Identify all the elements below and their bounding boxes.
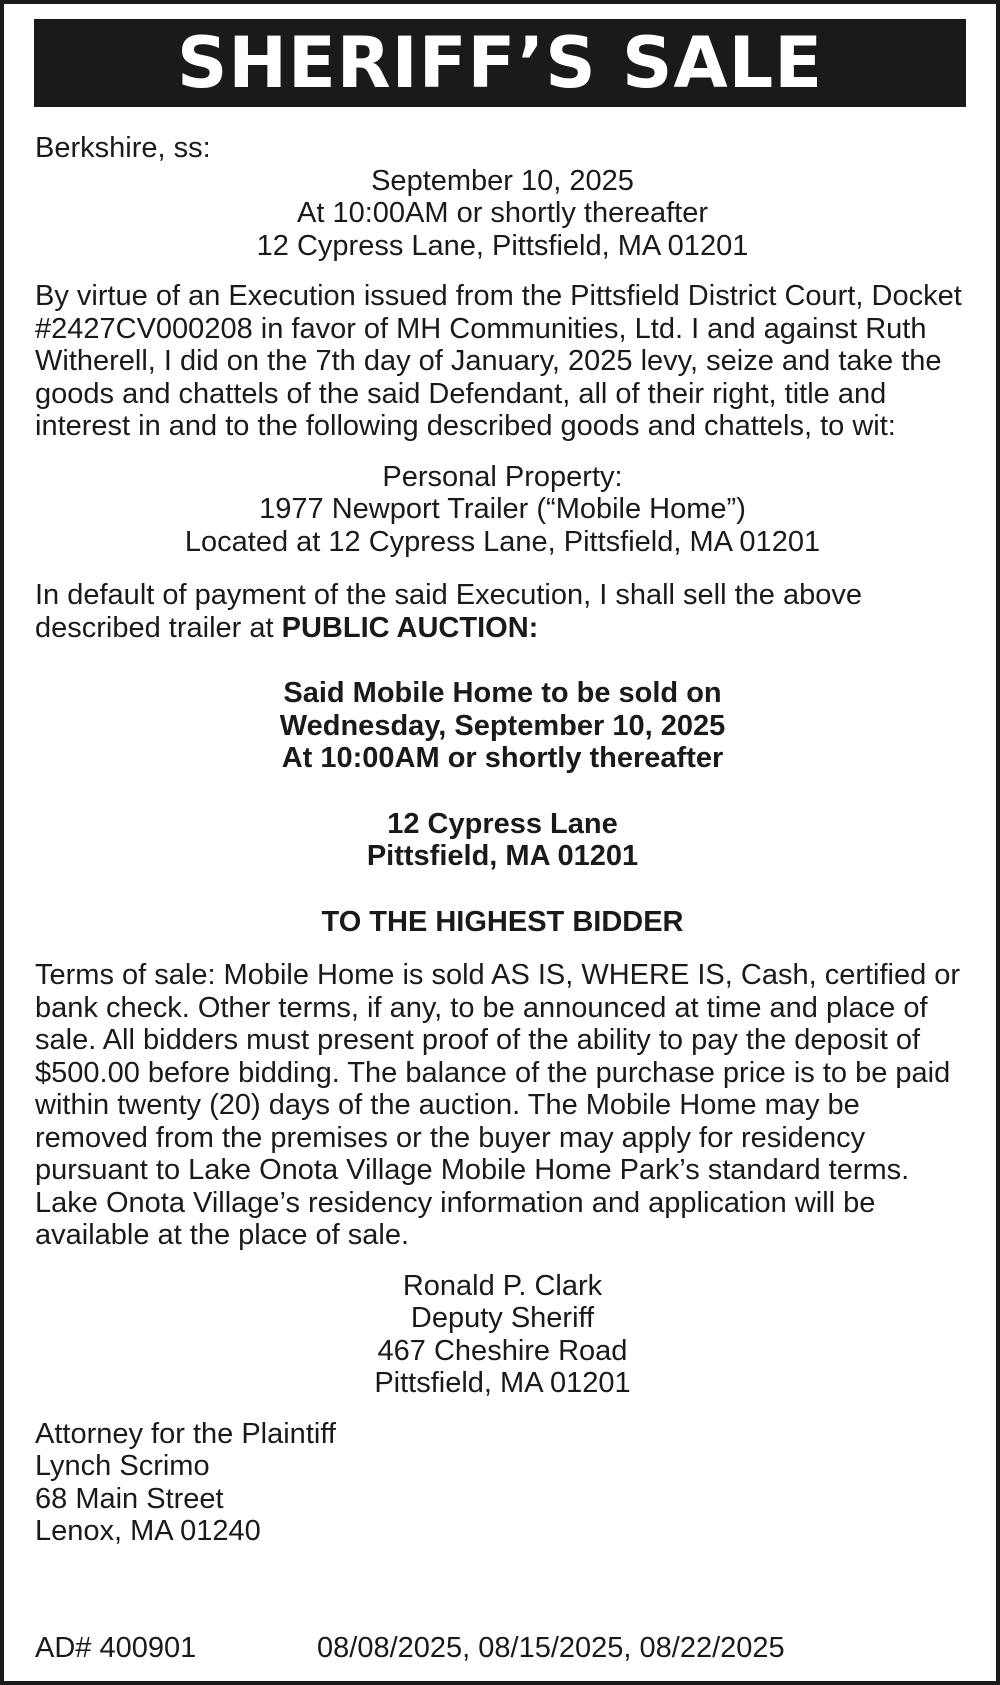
default-text: In default of payment of the said Execution, I shall sell the above described trailer at — [35, 579, 863, 644]
attorney-street: 68 Main Street — [35, 1482, 224, 1515]
date-block — [35, 165, 970, 263]
attorney-firm: Lynch Scrimo — [35, 1450, 210, 1482]
county-line: Berkshire, ss: — [35, 132, 211, 164]
ad-footer — [35, 1632, 970, 1665]
sale-line: Said Mobile Home to be sold on — [283, 677, 722, 709]
highest-bidder: TO THE HIGHEST BIDDER — [321, 905, 684, 938]
run-dates: 08/08/2025, 08/15/2025, 08/22/2025 — [317, 1632, 785, 1664]
default-paragraph — [35, 579, 970, 644]
property-heading: Personal Property: — [382, 460, 623, 493]
terms-paragraph: Terms of sale: Mobile Home is sold AS IS, WHERE IS, Cash, certified or bank check. Other terms, if any, to be announced at time and place of sale. All bidders must present proof of the ability to pay the deposit of $500.00 before bidding. The balance of the purchase price is to be paid within twenty (20) days of the auction. The Mobile Home may be removed from the premises or the buyer may apply for residency pursuant to Lake Onota Village Mobile Home Park’s standard terms. Lake Onota Village’s residency information and application will be available at the place of sale. — [35, 959, 961, 1251]
attorney-block — [35, 1418, 970, 1548]
sheriff-city: Pittsfield, MA 01201 — [374, 1367, 631, 1399]
notice-body — [35, 132, 970, 1548]
sheriff-title: Deputy Sheriff — [410, 1302, 595, 1334]
execution-paragraph: By virtue of an Execution issued from the Pittsfield District Court, Docket #2427CV000208 in favor of MH Communities, Ltd. I and against Ruth Witherell, I did on the 7th day of January, 2025 levy, seize and take the goods and chattels of the said Defendant, all of their right, title and interest in and to the following described goods and chattels, to wit: — [35, 280, 962, 442]
sheriff-signature-block — [35, 1270, 970, 1400]
notice-title: SHERIFF’S SALE — [176, 21, 824, 104]
date-line: September 10, 2025 — [371, 164, 634, 197]
location-street: 12 Cypress Lane — [387, 807, 618, 840]
sheriff-name: Ronald P. Clark — [402, 1269, 603, 1302]
location-city: Pittsfield, MA 01201 — [366, 840, 639, 872]
sale-block — [35, 677, 970, 775]
property-item: 1977 Newport Trailer (“Mobile Home”) — [259, 493, 746, 525]
public-auction-label: PUBLIC AUCTION: — [281, 611, 539, 644]
time-line: At 10:00AM or shortly thereafter — [296, 197, 709, 229]
sale-date: Wednesday, September 10, 2025 — [279, 709, 726, 742]
location-block — [35, 808, 970, 873]
property-location: Located at 12 Cypress Lane, Pittsfield, MA 01201 — [184, 525, 821, 558]
title-banner — [34, 19, 966, 107]
property-block — [35, 461, 970, 559]
attorney-heading: Attorney for the Plaintiff — [35, 1417, 336, 1450]
ad-number: AD# 400901 — [35, 1632, 197, 1664]
attorney-city: Lenox, MA 01240 — [35, 1515, 261, 1547]
address-line: 12 Cypress Lane, Pittsfield, MA 01201 — [256, 229, 749, 262]
sale-time: At 10:00AM or shortly thereafter — [281, 742, 724, 774]
sheriff-street: 467 Cheshire Road — [377, 1334, 628, 1367]
